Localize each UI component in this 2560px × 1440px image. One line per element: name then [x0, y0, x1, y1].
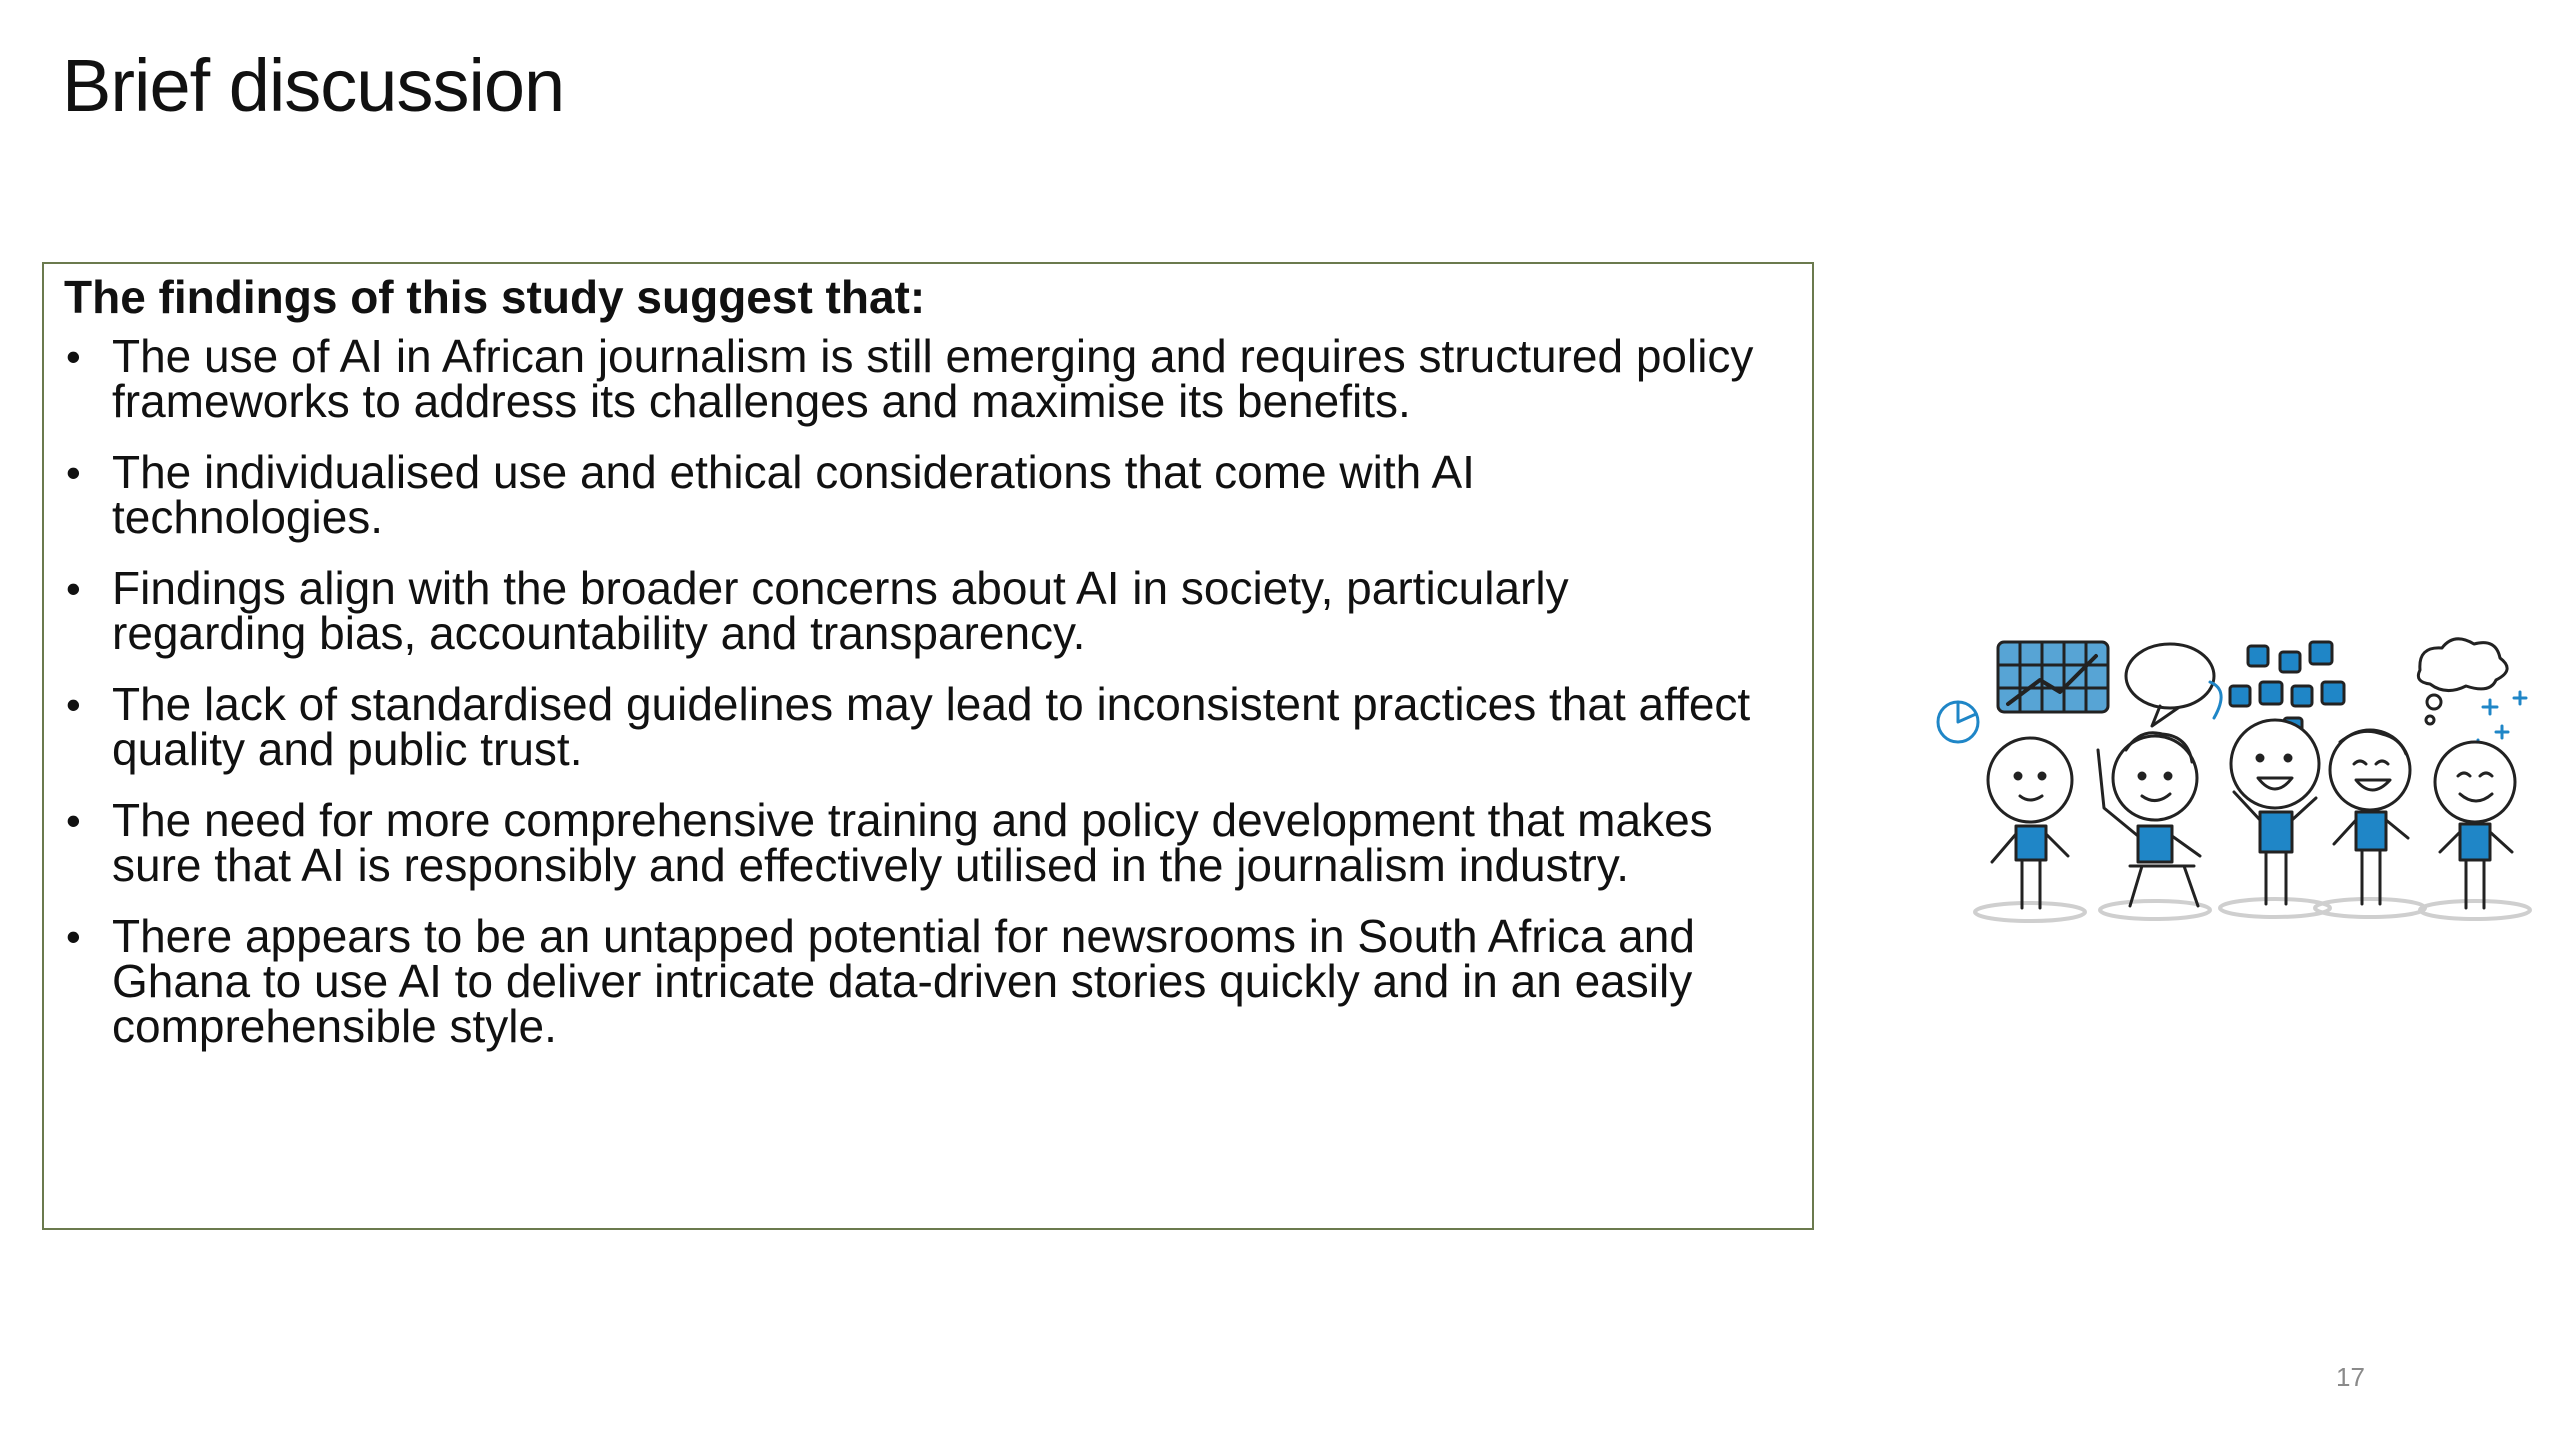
- finding-item: [64, 330, 1754, 427]
- thought-cloud-icon: [2418, 639, 2507, 724]
- person-figure: [1988, 738, 2072, 908]
- bullet-marker: •: [66, 681, 81, 728]
- person-figure: [2435, 742, 2515, 908]
- findings-text-box: [42, 262, 1814, 1230]
- finding-text: The individualised use and ethical considerations that come with AI technologies.: [112, 446, 1475, 543]
- speech-bubble-icon: [2126, 644, 2221, 726]
- finding-item: [64, 794, 1754, 891]
- person-figure: [2330, 730, 2410, 904]
- page-number: 17: [2336, 1362, 2365, 1392]
- bullet-marker: •: [66, 797, 81, 844]
- finding-item: [64, 678, 1754, 775]
- finding-item: [64, 562, 1754, 659]
- finding-item: [64, 446, 1754, 543]
- grid-board-icon: [1998, 642, 2108, 712]
- finding-text: The lack of standardised guidelines may lead to inconsistent practices that affect quality and public trust.: [112, 678, 1751, 775]
- findings-list: [64, 330, 1754, 1052]
- person-figure: [2098, 733, 2200, 906]
- team-brainstorm-illustration: [1930, 630, 2560, 930]
- bullet-marker: •: [66, 565, 81, 612]
- slide-title: Brief discussion: [62, 44, 565, 127]
- bullet-marker: •: [66, 333, 81, 380]
- finding-text: The need for more comprehensive training and policy development that makes sure that AI is responsibly and effectively utilised in the journalism industry.: [112, 794, 1713, 891]
- bullet-marker: •: [66, 913, 81, 960]
- bullet-marker: •: [66, 449, 81, 496]
- finding-text: The use of AI in African journalism is still emerging and requires structured policy frameworks to address its challenges and maximise its benefits.: [112, 330, 1754, 427]
- finding-text: Findings align with the broader concerns about AI in society, particularly regarding bias, accountability and transparency.: [112, 562, 1569, 659]
- person-figure: [2231, 720, 2319, 904]
- finding-item: [64, 910, 1754, 1052]
- findings-intro: The findings of this study suggest that:: [64, 271, 926, 323]
- finding-text: There appears to be an untapped potential for newsrooms in South Africa and Ghana to use AI to deliver intricate data-driven stories quickly and in an easily comprehensible style.: [112, 910, 1695, 1052]
- pie-chart-icon: [1938, 702, 1978, 742]
